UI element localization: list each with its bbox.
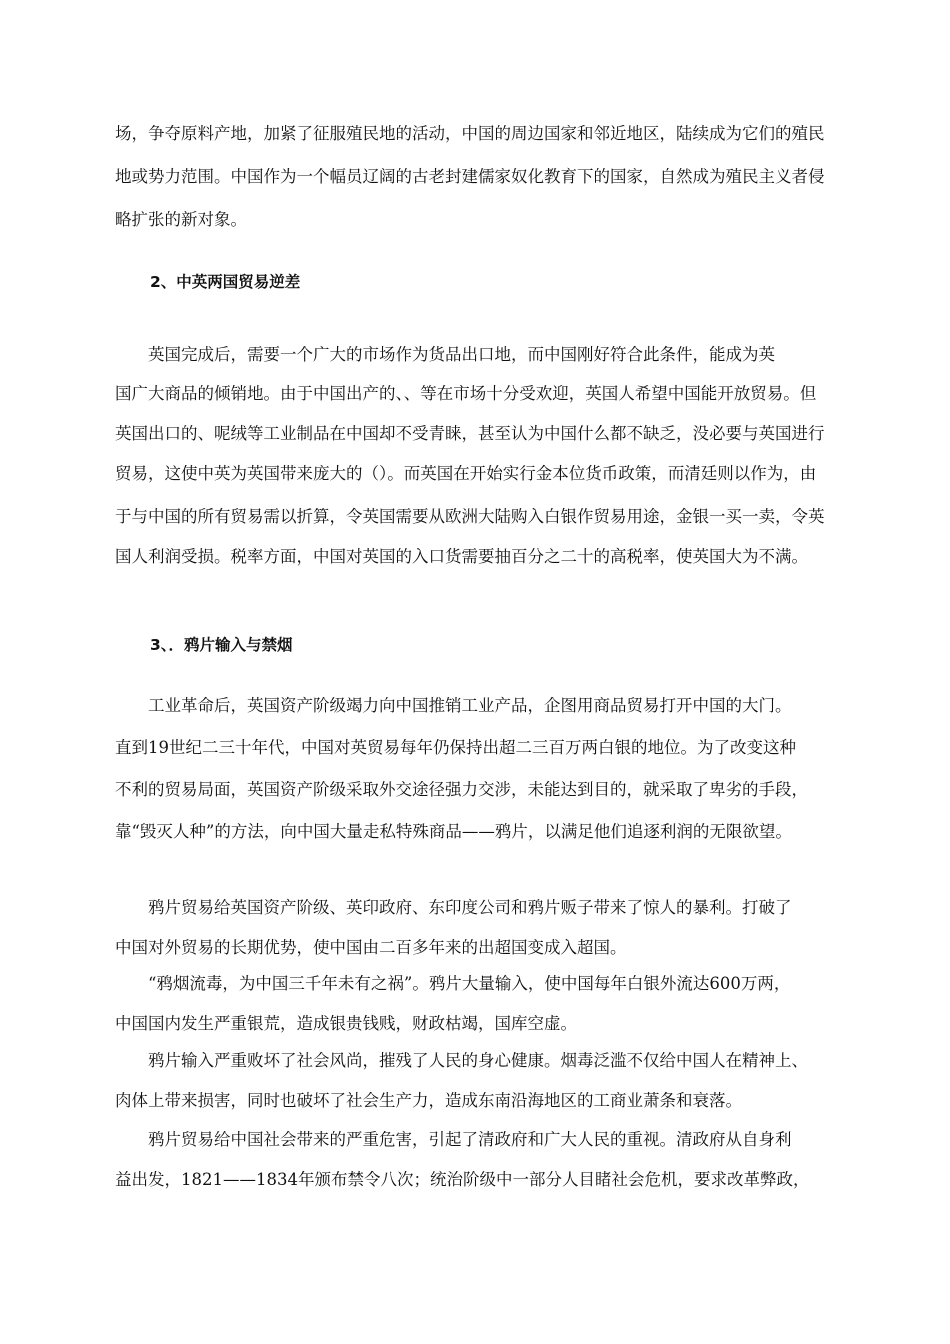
paragraph-2-line-1: 英国完成后，需要一个广大的市场作为货品出口地，而中国刚好符合此条件，能成为英 bbox=[115, 345, 775, 364]
paragraph-4-line-8: 益出发，1821——1834年颁布禁令八次；统治阶级中一部分人目睹社会危机，要求改革弊政， bbox=[115, 1170, 810, 1189]
paragraph-3-line-1: 工业革命后，英国资产阶级竭力向中国推销工业产品，企图用商品贸易打开中国的大门。 bbox=[115, 696, 792, 715]
section-heading-2: 2、中英两国贸易逆差 bbox=[150, 273, 301, 291]
section-heading-3: 3、．鸦片输入与禁烟 bbox=[150, 636, 293, 654]
paragraph-1-line-3: 略扩张的新对象。 bbox=[115, 210, 247, 229]
paragraph-4-line-5: 鸦片输入严重败坏了社会风尚，摧残了人民的身心健康。烟毒泛滥不仅给中国人在精神上、 bbox=[115, 1051, 808, 1070]
paragraph-2-line-6: 国人利润受损。税率方面，中国对英国的入口货需要抽百分之二十的高税率，使英国大为不满。 bbox=[115, 547, 808, 566]
paragraph-4-line-7: 鸦片贸易给中国社会带来的严重危害，引起了清政府和广大人民的重视。清政府从自身利 bbox=[115, 1130, 792, 1149]
paragraph-4-line-3: “鸦烟流毒，为中国三千年未有之祸”。鸦片大量输入，使中国每年白银外流达600万两， bbox=[115, 974, 791, 993]
paragraph-2-line-3: 英国出口的、呢绒等工业制品在中国却不受青睐，甚至认为中国什么都不缺乏，没必要与英国进行 bbox=[115, 424, 825, 443]
paragraph-4-line-1: 鸦片贸易给英国资产阶级、英印政府、东印度公司和鸦片贩子带来了惊人的暴利。打破了 bbox=[115, 898, 792, 917]
paragraph-3-line-4: 靠“毁灭人种”的方法，向中国大量走私特殊商品——鸦片，以满足他们追逐利润的无限欲望。 bbox=[115, 822, 792, 841]
paragraph-4-line-2: 中国对外贸易的长期优势，使中国由二百多年来的出超国变成入超国。 bbox=[115, 938, 627, 957]
paragraph-4-line-6: 肉体上带来损害，同时也破坏了社会生产力，造成东南沿海地区的工商业萧条和衰落。 bbox=[115, 1091, 742, 1110]
paragraph-1-line-2: 地或势力范围。中国作为一个幅员辽阔的古老封建儒家奴化教育下的国家，自然成为殖民主义者侵 bbox=[115, 167, 825, 186]
paragraph-2-line-4: 贸易，这使中英为英国带来庞大的（）。而英国在开始实行金本位货币政策，而清廷则以作为，由 bbox=[115, 464, 817, 483]
paragraph-4-line-4: 中国国内发生严重银荒，造成银贵钱贱，财政枯竭，国库空虚。 bbox=[115, 1014, 577, 1033]
paragraph-3-line-3: 不利的贸易局面，英国资产阶级采取外交途径强力交涉，未能达到目的，就采取了卑劣的手段， bbox=[115, 780, 808, 799]
paragraph-1-line-1: 场，争夺原料产地，加紧了征服殖民地的活动，中国的周边国家和邻近地区，陆续成为它们的殖民 bbox=[115, 124, 825, 143]
paragraph-2-line-5: 于与中国的所有贸易需以折算，令英国需要从欧洲大陆购入白银作贸易用途，金银一买一卖，令英 bbox=[115, 507, 825, 526]
paragraph-2-line-2: 国广大商品的倾销地。由于中国出产的、、等在市场十分受欢迎，英国人希望中国能开放贸易。但 bbox=[115, 384, 817, 403]
paragraph-3-line-2: 直到19世纪二三十年代，中国对英贸易每年仍保持出超二三百万两白银的地位。为了改变这种 bbox=[115, 738, 796, 757]
